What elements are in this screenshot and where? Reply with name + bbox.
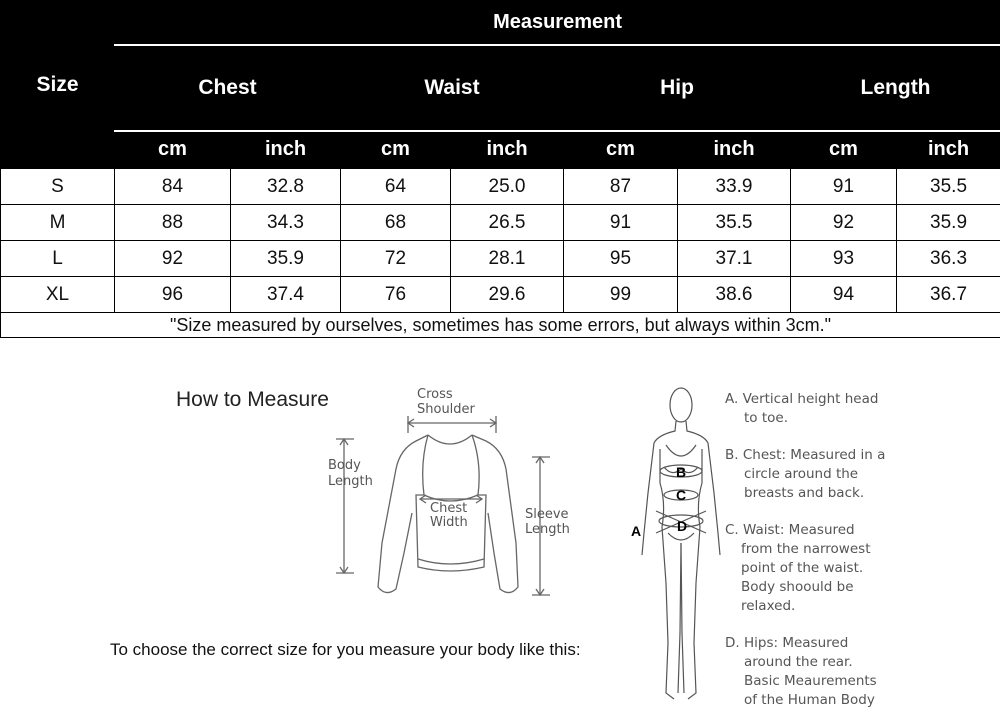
hip-header: Hip xyxy=(564,45,791,131)
table-cell: 93 xyxy=(791,241,897,277)
table-cell: 96 xyxy=(115,277,231,313)
table-cell: 38.6 xyxy=(678,277,791,313)
body-length-label-2: Length xyxy=(328,474,373,489)
unit-header: cm xyxy=(341,131,451,169)
table-row xyxy=(1,169,1000,205)
table-cell: 87 xyxy=(564,169,678,205)
definition-line: D. Hips: Measured xyxy=(725,634,997,653)
table-cell: 88 xyxy=(115,205,231,241)
table-cell: 76 xyxy=(341,277,451,313)
label-b: B xyxy=(676,464,686,480)
body-measure-diagram xyxy=(626,383,726,713)
choose-size-instruction: To choose the correct size for you measure your body like this: xyxy=(110,640,581,660)
how-to-measure-title: How to Measure xyxy=(176,388,329,412)
table-cell: 94 xyxy=(791,277,897,313)
definition-line: B. Chest: Measured in a xyxy=(725,446,997,465)
definition-line: of the Human Body xyxy=(725,691,997,710)
table-row xyxy=(1,241,1000,277)
sleeve-length-label-1: Sleeve xyxy=(525,507,569,522)
size-cell: L xyxy=(1,241,115,277)
definition-line: breasts and back. xyxy=(725,484,997,503)
table-cell: 36.3 xyxy=(897,241,1000,277)
table-cell: 68 xyxy=(341,205,451,241)
length-header: Length xyxy=(791,45,1000,131)
table-cell: 91 xyxy=(791,169,897,205)
cross-label-2: Shoulder xyxy=(417,402,476,417)
chest-width-label-1: Chest xyxy=(430,501,467,516)
table-cell: 25.0 xyxy=(451,169,564,205)
definition-waist xyxy=(725,521,997,616)
table-cell: 72 xyxy=(341,241,451,277)
definition-line: Basic Meaurements xyxy=(725,672,997,691)
sweater-outline xyxy=(428,435,472,444)
sleeve-length-label-2: Length xyxy=(525,522,570,537)
definition-line: C. Waist: Measured xyxy=(725,521,997,540)
table-cell: 99 xyxy=(564,277,678,313)
table-cell: 32.8 xyxy=(231,169,341,205)
definition-height xyxy=(725,390,997,428)
definition-hips xyxy=(725,634,997,710)
table-cell: 92 xyxy=(791,205,897,241)
unit-header: inch xyxy=(678,131,791,169)
table-cell: 84 xyxy=(115,169,231,205)
unit-header: inch xyxy=(897,131,1000,169)
table-cell: 35.9 xyxy=(897,205,1000,241)
definition-chest xyxy=(725,446,997,503)
definition-line: relaxed. xyxy=(725,597,997,616)
table-cell: 95 xyxy=(564,241,678,277)
size-header: Size xyxy=(1,1,115,169)
cross-label-1: Cross xyxy=(417,387,453,402)
table-cell: 26.5 xyxy=(451,205,564,241)
table-cell: 92 xyxy=(115,241,231,277)
table-cell: 35.5 xyxy=(897,169,1000,205)
measurement-definitions xyxy=(725,390,997,728)
table-cell: 64 xyxy=(341,169,451,205)
size-cell: S xyxy=(1,169,115,205)
unit-header: inch xyxy=(451,131,564,169)
label-d: D xyxy=(677,518,687,534)
table-cell: 36.7 xyxy=(897,277,1000,313)
table-cell: 35.5 xyxy=(678,205,791,241)
measurement-header: Measurement xyxy=(115,1,1000,45)
chest-width-label-2: Width xyxy=(430,515,468,530)
table-row xyxy=(1,205,1000,241)
unit-header: cm xyxy=(791,131,897,169)
table-cell: 35.9 xyxy=(231,241,341,277)
unit-header: cm xyxy=(564,131,678,169)
waist-header: Waist xyxy=(341,45,564,131)
table-row xyxy=(1,277,1000,313)
unit-header: inch xyxy=(231,131,341,169)
garment-measure-diagram xyxy=(320,383,580,603)
definition-line: from the narrowest xyxy=(725,540,997,559)
definition-line: Body shoould be xyxy=(725,578,997,597)
table-cell: 29.6 xyxy=(451,277,564,313)
size-cell: M xyxy=(1,205,115,241)
definition-line: around the rear. xyxy=(725,653,997,672)
definition-line: A. Vertical height head xyxy=(725,390,997,409)
definition-line: point of the waist. xyxy=(725,559,997,578)
measurement-note: "Size measured by ourselves, sometimes has some errors, but always within 3cm." xyxy=(1,313,1000,338)
size-chart-table xyxy=(0,0,1000,338)
head-outline xyxy=(670,388,692,422)
definition-line: circle around the xyxy=(725,465,997,484)
table-cell: 37.1 xyxy=(678,241,791,277)
table-cell: 91 xyxy=(564,205,678,241)
size-cell: XL xyxy=(1,277,115,313)
table-cell: 28.1 xyxy=(451,241,564,277)
definition-line: to toe. xyxy=(725,409,997,428)
table-cell: 37.4 xyxy=(231,277,341,313)
table-cell: 34.3 xyxy=(231,205,341,241)
body-length-label-1: Body xyxy=(328,458,361,473)
table-cell: 33.9 xyxy=(678,169,791,205)
label-a: A xyxy=(631,523,641,539)
label-c: C xyxy=(676,487,686,503)
chest-header: Chest xyxy=(115,45,341,131)
unit-header: cm xyxy=(115,131,231,169)
